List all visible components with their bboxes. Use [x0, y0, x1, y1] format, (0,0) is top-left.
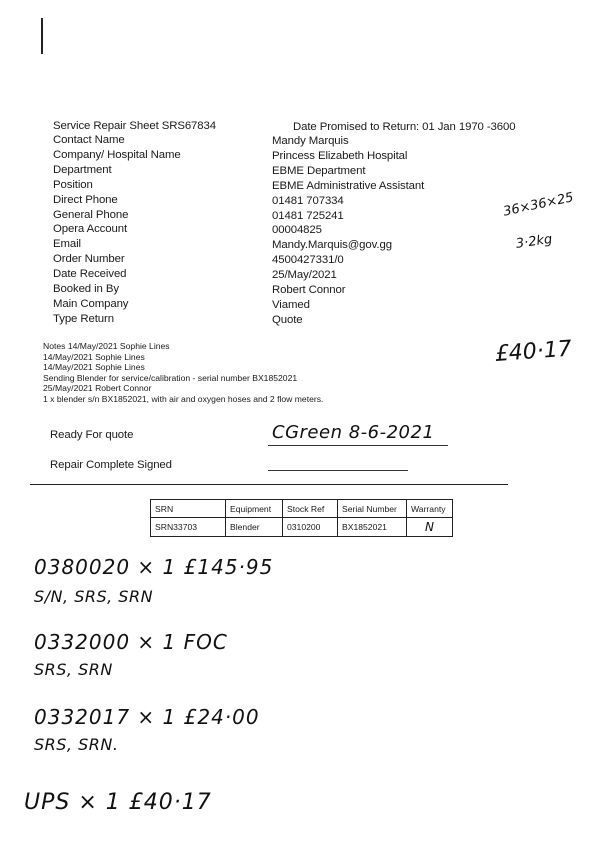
- field-label: Contact Name: [53, 134, 125, 146]
- table-cell: N: [407, 518, 453, 537]
- table-cell: BX1852021: [338, 518, 407, 537]
- field-label: Booked in By: [53, 283, 119, 296]
- field-label: Direct Phone: [53, 193, 118, 206]
- sheet-title: Service Repair Sheet SRS67834: [53, 120, 216, 132]
- margin-mark: [41, 18, 43, 54]
- field-values: [272, 134, 512, 328]
- field-value: 00004825: [272, 224, 322, 237]
- field-value: 01481 707334: [272, 194, 344, 207]
- table-header: Stock Ref: [283, 500, 338, 518]
- field-value: Quote: [272, 313, 303, 326]
- repair-signature-line: [268, 470, 408, 471]
- field-value: EBME Department: [272, 164, 366, 177]
- field-value: 4500427331/0: [272, 254, 344, 267]
- handwritten-part-line: 0332017 × 1 £24·00: [34, 705, 260, 729]
- field-value: Princess Elizabeth Hospital: [272, 149, 408, 162]
- field-value: EBME Administrative Assistant: [272, 179, 425, 192]
- section-divider: [30, 484, 508, 485]
- field-label: Order Number: [53, 253, 125, 266]
- handwritten-part-codes: SRS, SRN.: [34, 735, 119, 754]
- field-value: 01481 725241: [272, 209, 344, 222]
- field-value: Robert Connor: [272, 284, 346, 297]
- date-promised: Date Promised to Return: 01 Jan 1970 -3600: [293, 121, 516, 133]
- table-header-row: [151, 500, 453, 518]
- handwritten-total: UPS × 1 £40·17: [24, 790, 212, 815]
- field-label: General Phone: [53, 208, 129, 221]
- note-line: 25/May/2021 Robert Connor: [43, 383, 152, 394]
- table-row: [151, 518, 453, 537]
- ready-label: Ready For quote: [50, 429, 134, 441]
- field-value: Mandy.Marquis@gov.gg: [272, 239, 392, 252]
- table-header: Equipment: [226, 500, 283, 518]
- table-cell: Blender: [226, 518, 283, 537]
- equipment-table: [150, 499, 453, 537]
- field-label: Company/ Hospital Name: [53, 148, 181, 161]
- handwritten-price: £40·17: [494, 336, 573, 367]
- note-line: 14/May/2021 Sophie Lines: [43, 362, 145, 373]
- handwritten-weight: 3·2kg: [515, 231, 554, 252]
- handwritten-part-codes: S/N, SRS, SRN: [34, 587, 154, 606]
- table-header: SRN: [151, 500, 226, 518]
- handwritten-part-codes: SRS, SRN: [34, 660, 113, 679]
- ready-signature-line: [268, 445, 448, 446]
- table-header: Serial Number: [338, 500, 407, 518]
- table-cell: SRN33703: [151, 518, 226, 537]
- field-value: Mandy Marquis: [272, 135, 349, 147]
- repair-complete-label: Repair Complete Signed: [50, 459, 172, 471]
- note-line: 1 x blender s/n BX1852021, with air and oxygen hoses and 2 flow meters.: [43, 393, 324, 404]
- field-label: Position: [53, 178, 93, 191]
- field-label: Department: [53, 163, 112, 176]
- field-labels: [53, 133, 263, 327]
- ready-signature: CGreen 8-6-2021: [272, 422, 435, 443]
- note-line: Notes 14/May/2021 Sophie Lines: [43, 341, 170, 351]
- field-label: Type Return: [53, 312, 114, 325]
- handwritten-dimensions: 36×36×25: [502, 190, 575, 220]
- field-value: Viamed: [272, 298, 310, 311]
- field-label: Opera Account: [53, 223, 128, 236]
- note-line: 14/May/2021 Sophie Lines: [43, 351, 145, 362]
- table-header: Warranty: [407, 500, 453, 518]
- table-cell: 0310200: [283, 518, 338, 537]
- field-label: Email: [53, 238, 81, 251]
- field-label: Date Received: [53, 268, 127, 281]
- notes-block: [43, 341, 483, 405]
- field-value: 25/May/2021: [272, 269, 337, 282]
- handwritten-part-line: 0332000 × 1 FOC: [34, 630, 228, 654]
- note-line: Sending Blender for service/calibration - serial number BX1852021: [43, 372, 298, 383]
- field-label: Main Company: [53, 297, 129, 310]
- handwritten-part-line: 0380020 × 1 £145·95: [34, 555, 274, 579]
